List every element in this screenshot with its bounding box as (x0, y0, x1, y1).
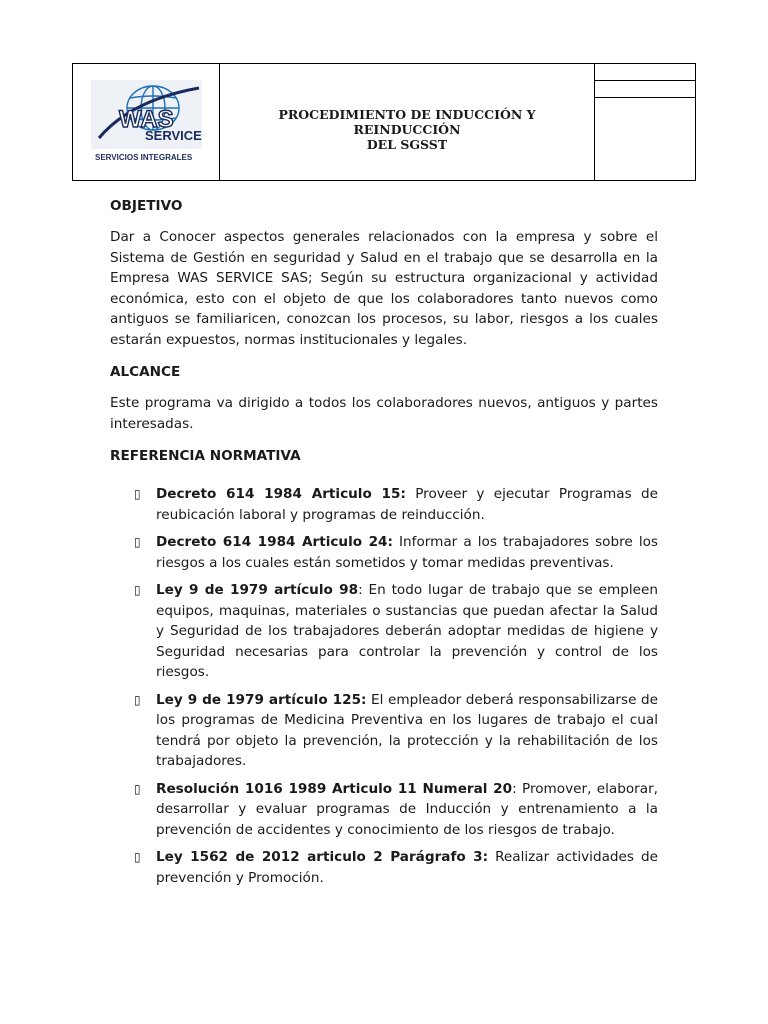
objetivo-text: Dar a Conocer aspectos generales relacionados con la empresa y sobre el Sistema de Gestión en seguridad y Salud en el trabajo que se desarrolla en la Empresa WAS SERVICE SAS; Según su estructura organizacional y actividad económica, esto con el objeto de que los colaboradores tanto nuevos como antiguos se familiaricen, conozcan los procesos, su labor, riesgos a los cuales estarán expuestos, normas institucionales y legales. (110, 229, 658, 348)
reference-title: Ley 9 de 1979 artículo 125: (156, 691, 367, 708)
title-cell (220, 64, 595, 180)
bullet-icon: ▯ (134, 850, 141, 864)
reference-text: Realizar actividades de prevención y Promoción. (156, 849, 659, 886)
referencia-heading: REFERENCIA NORMATIVA (110, 448, 301, 464)
reference-title: Ley 1562 de 2012 articulo 2 Parágrafo 3: (156, 849, 489, 865)
bullet-icon: ▯ (134, 692, 141, 707)
meta-row-3 (595, 98, 695, 180)
alcance-text: Este programa va dirigido a todos los colaboradores nuevos, antiguos y partes interesadas. (110, 395, 658, 432)
reference-text: Proveer y ejecutar Programas de reubicación laboral y programas de reinducción. (156, 486, 658, 523)
reference-title: Resolución 1016 1989 Articulo 11 Numeral 20 (156, 780, 513, 797)
reference-text: : Promover, elaborar, desarrollar y evaluar programas de Inducción y entrenamiento a la prevención de accidentes y conocimiento de los riesgos de trabajo. (156, 780, 658, 838)
alcance-heading: ALCANCE (110, 364, 181, 380)
bullet-icon: ▯ (134, 781, 141, 796)
document-body (110, 196, 658, 888)
meta-row-2 (595, 81, 695, 98)
list-item (110, 779, 658, 841)
reference-title: Decreto 614 1984 Articulo 24: (156, 534, 393, 550)
was-service-logo (91, 80, 202, 164)
reference-title: Ley 9 de 1979 artículo 98 (156, 582, 359, 598)
bullet-icon: ▯ (134, 583, 141, 597)
list-item (110, 532, 658, 573)
referencias-list (110, 484, 658, 888)
list-item (110, 580, 658, 683)
reference-text: Informar a los trabajadores sobre los riesgos a los cuales están sometidos y tomar medidas preventivas. (156, 534, 658, 571)
title-line-1: PROCEDIMIENTO DE INDUCCIÓN Y REINDUCCIÓN (278, 107, 536, 137)
list-item (110, 484, 658, 525)
list-item (110, 690, 658, 772)
objetivo-heading: OBJETIVO (110, 198, 183, 214)
reference-title: Decreto 614 1984 Articulo 15: (156, 486, 406, 502)
svg-text:WAS: WAS (119, 106, 174, 133)
reference-text: : En todo lugar de trabajo que se empleen equipos, maquinas, materiales o sustancias que puedan afectar la Salud y Seguridad de los trabajadores deberán adoptar medidas de higiene y Seguridad necesarias para controlar la prevención y control de los riesgos. (156, 582, 658, 680)
document-title (227, 107, 587, 152)
bullet-icon: ▯ (134, 535, 141, 549)
logo-cell (73, 64, 220, 180)
meta-cell (595, 64, 695, 180)
document-header-table (72, 63, 696, 181)
title-line-2: DEL SGSST (366, 137, 448, 152)
bullet-icon: ▯ (134, 487, 141, 501)
svg-text:SERVICE: SERVICE (145, 128, 202, 143)
reference-text: El empleador deberá responsabilizarse de los programas de Medicina Preventiva en los lugares de trabajo el cual tendrá por objeto la prevención, la protección y la rehabilitación de los trabajadores. (156, 691, 659, 769)
meta-row-1 (595, 64, 695, 81)
list-item (110, 847, 658, 888)
svg-text:SERVICIOS INTEGRALES: SERVICIOS INTEGRALES (95, 153, 193, 162)
